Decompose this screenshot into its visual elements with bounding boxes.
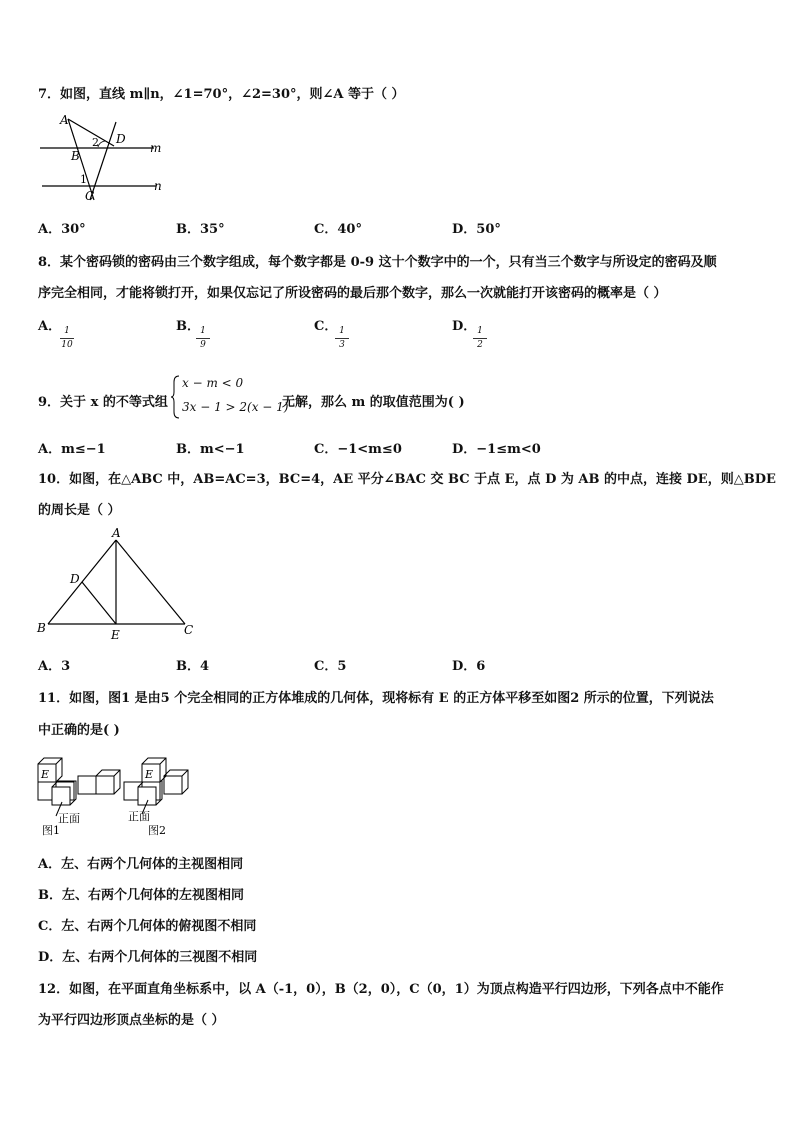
fraction-bar <box>60 338 74 339</box>
q11-option-a: A．左、右两个几何体的主视图相同 <box>38 857 244 872</box>
q7-option-c: C．40° <box>314 222 362 237</box>
q10-label-e: E <box>111 628 120 642</box>
q12-stem-line1: 12．如图，在平面直角坐标系中，以 A（-1，0），B（2，0），C（0，1）为顶点构造平行四边形，下列各点中不能作 <box>38 982 724 997</box>
q8-option-d-fraction <box>473 326 487 351</box>
q9-option-a: A．m≤−1 <box>38 442 106 457</box>
q10-option-d: D．6 <box>452 659 486 674</box>
q7-stem: 7．如图，直线 m∥n，∠1=70°，∠2=30°，则∠A 等于（ ） <box>38 87 405 102</box>
q11-option-b: B．左、右两个几何体的左视图相同 <box>38 888 244 903</box>
fraction-denominator: 3 <box>339 340 345 350</box>
q9-option-d: D．−1≤m<0 <box>452 442 541 457</box>
q10-option-c: C．5 <box>314 659 347 674</box>
q9-brace <box>170 374 182 420</box>
q8-stem-line1: 8．某个密码锁的密码由三个数字组成，每个数字都是 0-9 这十个数字中的一个，只有当三个数字与所设定的密码及顺 <box>38 255 717 270</box>
q11-front-label-fig1: 正面 <box>58 812 80 825</box>
q10-option-a: A．3 <box>38 659 71 674</box>
q11-fig1-caption: 图1 <box>42 824 60 836</box>
fraction-denominator: 9 <box>200 340 206 350</box>
q10-figure <box>34 526 199 646</box>
q11-front-label-fig2: 正面 <box>128 810 150 823</box>
q9-inequality-1: x − m < 0 <box>182 376 244 390</box>
q8-option-b-fraction <box>196 326 210 351</box>
q10-option-b: B．4 <box>176 659 210 674</box>
q8-option-c-label: C． <box>314 319 338 334</box>
q9-stem-post: 无解，那么 m 的取值范围为( ) <box>282 395 465 410</box>
q7-label-n: n <box>154 179 162 193</box>
q7-label-d: D <box>116 132 126 146</box>
fraction-bar <box>473 338 487 339</box>
q7-option-a: A．30° <box>38 222 86 237</box>
q11-e-label-fig2: E <box>145 768 154 781</box>
q11-stem-line2: 中正确的是( ) <box>38 723 120 738</box>
q7-figure <box>36 110 166 205</box>
q9-option-b: B．m<−1 <box>176 442 245 457</box>
q7-label-m: m <box>150 141 162 155</box>
q11-option-c: C．左、右两个几何体的俯视图不相同 <box>38 919 257 934</box>
q11-option-d: D．左、右两个几何体的三视图不相同 <box>38 950 258 965</box>
fraction-bar <box>196 338 210 339</box>
q8-option-b-label: B． <box>176 319 200 334</box>
q7-label-a: A <box>60 113 69 127</box>
q8-option-a-label: A． <box>38 319 62 334</box>
q10-label-c: C <box>184 623 194 637</box>
q9-inequality-2: 3x − 1 > 2(x − 1) <box>182 400 289 414</box>
q10-label-a: A <box>112 526 121 540</box>
q7-option-b: B．35° <box>176 222 225 237</box>
q11-figure <box>36 754 196 836</box>
q7-option-d: D．50° <box>452 222 501 237</box>
q7-label-c: C <box>85 189 95 203</box>
fraction-numerator: 1 <box>64 326 70 336</box>
q10-stem-line1: 10．如图，在△ABC 中，AB=AC=3，BC=4，AE 平分∠BAC 交 BC 于点 E，点 D 为 AB 的中点，连接 DE，则△BDE <box>38 472 776 487</box>
q10-label-b: B <box>37 621 46 635</box>
q11-e-label-fig1: E <box>41 768 50 781</box>
q11-stem-line1: 11．如图，图1 是由5 个完全相同的正方体堆成的几何体，现将标有 E 的正方体平移至如图2 所示的位置，下列说法 <box>38 691 714 706</box>
fraction-bar <box>335 338 349 339</box>
q8-option-a-fraction <box>60 326 74 351</box>
fraction-numerator: 1 <box>477 326 483 336</box>
q8-stem-line2: 序完全相同，才能将锁打开，如果仅忘记了所设密码的最后那个数字，那么一次就能打开该密码的概率是（ ） <box>38 286 667 301</box>
q10-stem-line2: 的周长是（ ） <box>38 503 121 518</box>
q7-angle-2: 2 <box>92 136 99 149</box>
q7-angle-1: 1 <box>80 173 87 186</box>
fraction-denominator: 2 <box>477 340 483 350</box>
fraction-numerator: 1 <box>339 326 345 336</box>
q8-option-c-fraction <box>335 326 349 351</box>
q9-option-c: C．−1<m≤0 <box>314 442 402 457</box>
q11-fig2-caption: 图2 <box>148 824 166 836</box>
fraction-denominator: 10 <box>61 340 73 350</box>
q10-label-d: D <box>70 572 80 586</box>
q7-label-b: B <box>71 149 80 163</box>
q9-stem-pre: 9．关于 x 的不等式组 <box>38 395 168 410</box>
fraction-numerator: 1 <box>200 326 206 336</box>
q8-option-d-label: D． <box>452 319 477 334</box>
q12-stem-line2: 为平行四边形顶点坐标的是（ ） <box>38 1013 225 1028</box>
